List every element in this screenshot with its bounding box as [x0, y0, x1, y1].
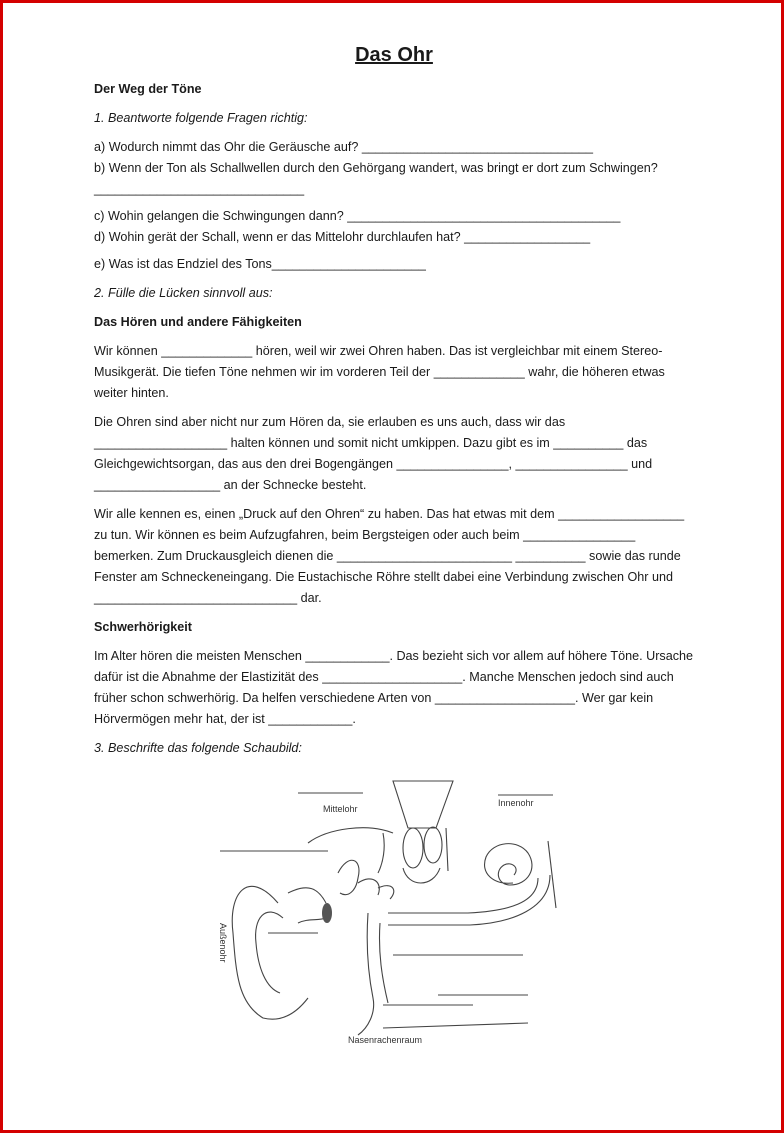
vestibule: [403, 868, 440, 883]
leader-line-6: [383, 1023, 528, 1028]
cochlea-duct: [388, 878, 538, 913]
auricle-inner: [256, 912, 283, 993]
question-d: d) Wohin gerät der Schall, wenn er das Mittelohr durchlaufen hat? __________________: [94, 230, 591, 244]
skull-line-2: [378, 833, 384, 873]
question-e: e) Was ist das Endziel des Tons______________________: [94, 257, 426, 271]
ear-canal-upper: [288, 888, 326, 903]
cochlea-spiral: [485, 844, 532, 885]
task-1: 1. Beantworte folgende Fragen richtig:: [94, 111, 308, 125]
ear-canal-lower: [298, 918, 326, 923]
label-nasenrachenraum: Nasenrachenraum: [348, 1035, 423, 1045]
worksheet-content: [94, 41, 694, 759]
eustachian-tube-2: [379, 923, 388, 1003]
paragraph-druck: Wir alle kennen es, einen „Druck auf den Ohren“ zu haben. Das hat etwas mit dem __________________ zu tun. Wir können es beim Aufzugfahren, beim Bergsteigen oder auch beim ________________ bemerken. Zum Druckausgleich dienen die _________________________ __________ sowie das runde Fenster am Schneckeneingang. Die Eustachische Röhre stellt dabei eine Verbindung zwischen Ohr und _____________________________ dar.: [94, 507, 685, 605]
question-a: a) Wodurch nimmt das Ohr die Geräusche auf? _________________________________: [94, 140, 593, 154]
section-heading-weg: Der Weg der Töne: [94, 82, 202, 96]
section-heading-hoeren: Das Hören und andere Fähigkeiten: [94, 315, 302, 329]
question-b: b) Wenn der Ton als Schallwellen durch den Gehörgang wandert, was bringt er dort zum Schwingen?: [94, 161, 658, 175]
section-heading-schwerhoerigkeit: Schwerhörigkeit: [94, 620, 192, 634]
skull-line: [308, 828, 393, 843]
question-c: c) Wohin gelangen die Schwingungen dann? _______________________________________: [94, 209, 621, 223]
ossicle-stirrup: [378, 886, 394, 899]
paragraph-hoeren: Wir können _____________ hören, weil wir zwei Ohren haben. Das ist vergleichbar mit einem Stereo-Musikgerät. Die tiefen Töne nehmen wir im vorderen Teil der _____________ wahr, die höheren etwas weiter hinten.: [94, 344, 665, 400]
leader-line-10: [548, 841, 556, 908]
paragraph-gleichgewicht: Die Ohren sind aber nicht nur zum Hören da, sie erlauben es uns auch, dass wir das ___________________ halten können und somit nicht umkippen. Dazu gibt es im __________ das Gleichgewichtsorgan, das aus den drei Bogengängen ________________, ________________ und __________________ an der Schnecke besteht.: [94, 415, 653, 492]
eustachian-tube: [358, 913, 374, 1035]
label-innenohr: Innenohr: [498, 798, 534, 808]
auricle-outline: [232, 886, 308, 1019]
semicircular-canal-1: [403, 828, 423, 868]
task-2: 2. Fülle die Lücken sinnvoll aus:: [94, 286, 273, 300]
label-mittelohr: Mittelohr: [323, 804, 358, 814]
eardrum: [322, 903, 332, 923]
task-3: 3. Beschrifte das folgende Schaubild:: [94, 741, 302, 755]
leader-line-9: [446, 828, 448, 871]
page-title: Das Ohr: [355, 44, 433, 66]
paragraph-schwerhoerigkeit: Im Alter hören die meisten Menschen ____________. Das bezieht sich vor allem auf höhere Töne. Ursache dafür ist die Abnahme der Elastizität des ____________________. Manche Menschen jedoch sind auch früher schon schwerhörig. Da helfen verschiedene Arten von ____________________. Wer gar kein Hörvermögen mehr hat, der ist ____________.: [94, 649, 694, 726]
ossicle-hammer: [338, 860, 359, 894]
semicircular-canal-2: [424, 827, 442, 863]
funnel-shape: [393, 781, 453, 828]
label-aussenohr: Außenohr: [218, 923, 228, 963]
ear-diagram: [208, 773, 568, 1053]
ossicle-anvil: [358, 879, 379, 895]
question-b-line: ______________________________: [94, 182, 305, 196]
